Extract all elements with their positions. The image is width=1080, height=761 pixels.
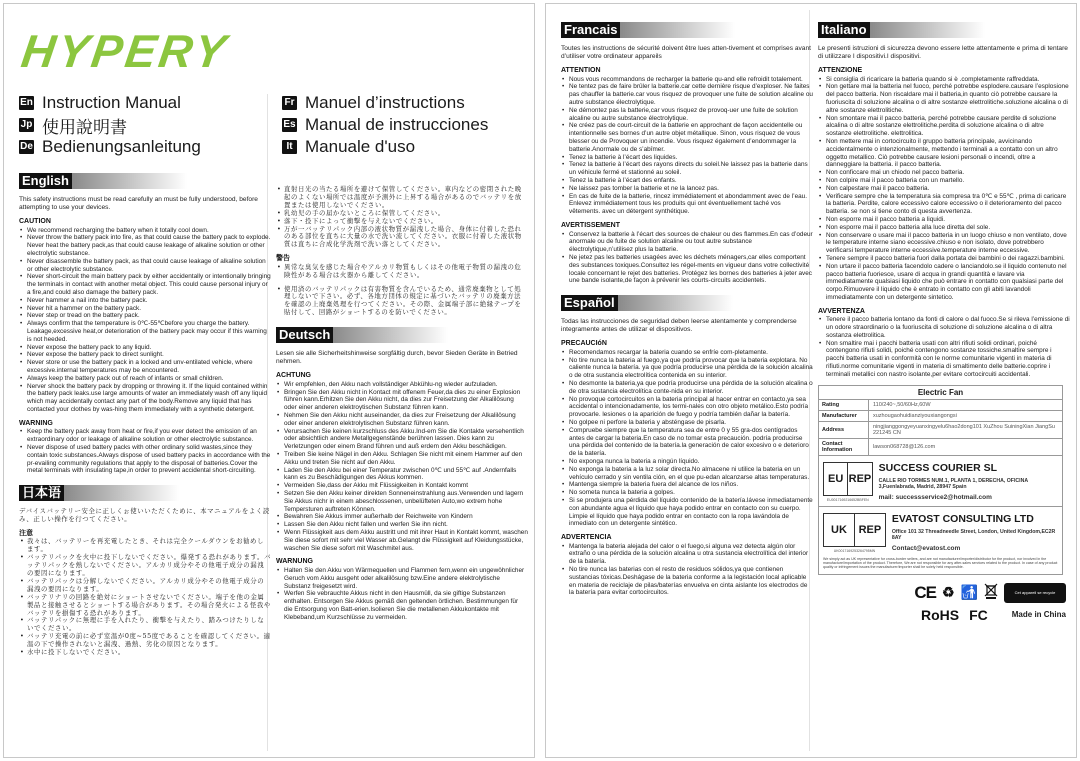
- list-item: • Treiben Sie keine Nägel in den Akku. Schlagen Sie nicht mit einem Hammer auf den Akku und treten Sie nicht auf den Akku.: [276, 451, 528, 467]
- list-item: • Si se produjera una pérdida del líquido contenido de la batería.lávese inmediatamente con abundante agua el líquido que haya podido entrar en contacto con su cuerpo. Limpie el líquido que haya podido entrar en contacto con la ropa lavándola de inmediato con un detergente sintético.: [561, 497, 813, 528]
- section-heading: 日本语: [19, 485, 271, 501]
- list-item: • Non esporre mai il pacco batteria a liquidi.: [818, 216, 1070, 224]
- product-name: Electric Fan: [819, 386, 1062, 400]
- list-item: • 落下・投下によって衝撃を与えないでください。: [276, 218, 528, 226]
- lang-badge-fr: Fr: [282, 96, 297, 110]
- warning-list: [818, 316, 1070, 378]
- list-item: • No golpee ni perfore la bateria y absténgase de pisarla.: [561, 419, 813, 427]
- list-item: • Si consiglia di ricaricare la batteria quando si è .completamente raffreddata.: [818, 76, 1070, 84]
- warning-list: [561, 231, 813, 286]
- list-item: • 直射日光の当たる場所を避けて保管してください。車内などの密閉された晩起のよくない場所では温度が予測外に上昇する場合があるのでバッテリを放置または使用しないでください。: [276, 186, 528, 210]
- list-item: • Tenere il pacco batteria lontano da fonti di calore o dal fuoco.Se si rileva l’emissione di un odore straordinario o la fuoriuscita di soluzione di soluzione alcalina o di altra sostanza elettrolitica.: [818, 316, 1070, 339]
- section-italian: [818, 22, 1070, 379]
- intro-text: Lesen sie alle Sicherheitshinweise sorgfältig durch, bevor Sieden Geräte in Betried nehmen.: [276, 350, 518, 366]
- title-it: [282, 136, 488, 158]
- uk-rep-code: UK0017169253264795MN: [833, 548, 876, 553]
- list-item: • Non mettere mai in cortocircuito il gruppo batteria principale, avvicinando accidentalmente o intenzionalmente, mettendo i terminali a a contatto con un altro oggetto metallico. Ciò potrebbe causare lesioni personali o incendi, oltre a danneggiare la batteria. il pacco batteria.: [818, 138, 1070, 169]
- title-text: Bedienungsanleitung: [42, 137, 201, 156]
- list-item: • No someta nunca la bateria a golpes.: [561, 489, 813, 497]
- list-item: • Nehmen Sie den Akku nicht auseinander, da dies zur Freisetzung der Alkalilösung oder einer anderen elektrolytischen Substanz führen kann.: [276, 412, 528, 428]
- caution-title: 注意: [19, 529, 33, 537]
- list-item: • Ne laissez pas tomber la batterie et ne la lancez pas.: [561, 185, 813, 193]
- title-list-left: [19, 92, 201, 158]
- list-item: • Halten Sie den Akku von Wärmequellen und Flammen fern,wenn ein ungewöhnlicher Geruch vom Akku ausgeht oder alkalilösung bzw.Eine andere elektrolytische Substanz freigesetzt wird.: [276, 567, 528, 590]
- list-item: • Verificare sempre che la temperatura sia compresa tra 0℃ e 55℃ , prima di caricare la batteria. Perdite, calore eccessivo calore eccessivo o il deterioramento del pacco batteria. se non si tiene conto di questa avvertenza.: [818, 193, 1070, 216]
- list-item: • バッテリパックを火中に投下しないでください。爆発する恐れがあります。バッテリパックを熱しないでください。アルカリ成分やその他電子成分の漏洩の要因になります。: [19, 554, 271, 578]
- section-french: [561, 22, 813, 285]
- caution-title: ATTENTION: [561, 67, 601, 75]
- manual-page-left: [3, 3, 535, 758]
- list-item: • Never store or use the battery pack in a locked and unv-entilated vehicle, where excessive.internal temperatures may be encountered.: [19, 359, 271, 375]
- uk-rep-disclaimer: We simply act as UK representative for cross-border sellers, and are not manufacturer/importer/distributor for the product, nor involved in the manufacture/importation of the product. Therefore, We are not responsible for any after-sales services related to the product. In case of any product quality or infringement issues the manufacturer/importer shall be solely held responsible.: [823, 556, 1058, 570]
- warning-title: 警告: [276, 255, 290, 263]
- list-item: • Non gettare mai la batteria nel fuoco, perché potrebbe esplodere.causare l’esplosione del pacco batteria. Non riscaldare mai il batteria,in quanto ciò potrebbe causare la fuoriuscita di soluzione alcalina o di altre sostanze elettrolitiche.soluzione alcalina o di altre sostanze elettrolitiche.: [818, 83, 1070, 114]
- caution-list-continued: [276, 186, 528, 249]
- certification-marks-row2: [818, 607, 1070, 623]
- section-german: [276, 327, 528, 621]
- list-item: • Nous vous recommandons de recharger la batterie qu-and elle refroidit totalement.: [561, 76, 813, 84]
- warning-title: ADVERTENCIA: [561, 534, 612, 542]
- list-item: • Setzen Sie den Akku keiner direkten Sonneneinstrahlung aus.Verwenden und lagern Sie Akkus nichr in einem abeschlossenen, unbelüfteten Auto,wo extrem hohe Tempersturen auftreten Können.: [276, 490, 528, 513]
- warning-title: AVERTISSEMENT: [561, 222, 620, 230]
- warning-list: [19, 428, 271, 475]
- manual-page-right: [545, 3, 1077, 758]
- caution-title: CAUTION: [19, 218, 51, 226]
- list-item: • No tire nunca la bateria al fuego,ya que podría provocar que la bateria explotara. No caliente nunca la batería. ya que podría producirse una pérdida de la solución alcalina o de otra sustancia electrolítica contenida en su interior.: [561, 357, 813, 380]
- eu-rep-code: EU0017169216652BBFEN: [826, 497, 869, 502]
- ce-mark-icon: CE: [914, 582, 936, 602]
- list-item: • No tire nunca las baterias con el resto de residuos sólidos,ya que contienen sustancias tóxicas.Deshágase de la bateria conforme a la legistación local aplicable en materia de reciclaje de pilas/baterías envuelva en cinta aislante los electrodos de la batería para evitar cortocircuitos.: [561, 566, 813, 597]
- warning-list: [276, 567, 528, 622]
- eu-rep-name: SUCCESS COURIER SL: [878, 461, 998, 474]
- brand-logo: HYPERY: [18, 25, 232, 77]
- list-item: • バッテリナリの回路を絶対にショートさせないでください。端子を他の金属製品と接触させるとショートする場合があります。その場合発火による怪我やバッテリを損傷する恐れがあります。: [19, 594, 271, 618]
- lang-badge-it: It: [282, 140, 297, 154]
- list-item: • En cas de fuite de la batterie, rincez immédiatement et abondamment avec de l’eau. Enlevez immédiatement tous les produits qui ont éventuellement taché vos vêtements. avec un détergent synthétique.: [561, 193, 813, 216]
- list-item: • Never expose the battery pack to direct sunlight.: [19, 351, 271, 359]
- info-row-rating: Rating 110/240~,50/60Hz,60W: [819, 400, 1062, 411]
- list-item: • Compruebe siempre que la temperatura sea de entre 0 y 55 gra-dos centígrados antes de cargar la bateria.En caso de no tomar esta precaución. podría producirse una pérdida del contenido de la batería.la generación de calor excesivo o e deterioro de la batería.: [561, 427, 813, 458]
- list-item: • Never disassemble the battery pack, as that could cause leakage of alkaline solution or other electrolytic substance.: [19, 258, 271, 274]
- lang-badge-jp: Jp: [20, 119, 33, 130]
- list-item: • Non smontare mai il pacco batteria, perché potrebbe causare perdite di soluzione alcalina o di altre sostanze elettrolitiche.perdita di soluzione alcalina o di altre sostanze elettrolitiche. elettrolitica.: [818, 115, 1070, 138]
- list-item: • 我々は、バッテリーを再充電したとき、それは完全クールダウンをお勧めします。: [19, 538, 271, 554]
- list-item: • Wir empfehlen, den Akku nach vollständiger Abkühlu-ng wieder aufzuladen.: [276, 381, 528, 389]
- list-item: • No exponga la bateria a la luz solar directa.No almacene ni utilice la bateria en un vehículo cerrado y sin ventila ción, en el que pu-edan alcanzarse altas temperaturas.: [561, 466, 813, 482]
- lang-badge-de: De: [20, 141, 33, 152]
- list-item: • Never hit a hammer on the battery pack.: [19, 305, 271, 313]
- lang-badge-es: Es: [283, 119, 296, 130]
- caution-title: ACHTUNG: [276, 372, 311, 380]
- list-item: • Nerver shock the battery pack by dropping or throwing it. If the liquid contained within the battery pack leaks.use large amounts of water an immediately wash off any liquid which may accidentally contact any part of the body.Remove any liquid that has contacted your clothes by was-hing them immediately with a synthetic detergent.: [19, 383, 271, 414]
- title-es: [282, 114, 488, 136]
- list-item: • Lassen Sie den Akku nicht fallen und werfen Sie ihn nicht.: [276, 521, 528, 529]
- info-row-contact: Contact Information lawson068728@126.com: [819, 439, 1062, 456]
- lang-badge-en: En: [20, 97, 33, 108]
- list-item: • Tenere sempre il pacco batteria fuori dalla portata dei bambini o dei ragazzi.bambini.: [818, 255, 1070, 263]
- list-item: • Always keep the battery pack out of reach of infants or small children.: [19, 375, 271, 383]
- list-item: • Mantenga la bateria alejada del calor o el fuego,si alguna vez detecta algún olor extraño o una pérdida de la solución alcalina u otra sustancia electrolítica del interior de la batería.: [561, 543, 813, 566]
- section-spanish: [561, 295, 813, 597]
- triman-recycling-label: Cet appareil se recycle: [1004, 583, 1066, 603]
- caution-list: [276, 381, 528, 553]
- section-heading: Español: [561, 295, 813, 311]
- title-en: [19, 92, 201, 114]
- list-item: • Non calpestare mai il pacco batteria.: [818, 185, 1070, 193]
- list-item: • We recommend recharging the battery when it totally cool down.: [19, 227, 271, 235]
- title-list-right: [282, 92, 488, 158]
- list-item: • Vermeiden Sie,dass der Akku mit Flüssigkeiten in Kontakt kommt: [276, 482, 528, 490]
- list-item: • Tenez la batterie à l’écart des enfants.: [561, 177, 813, 185]
- list-item: • No provoque cortocircuitos en la bateria principal al hacer entrar en contacto,ya sea accidental o intencionadamente, los termi-nales con otro objeto metálico.Esto podría provocarle. lesiones o la aparición de fuego y podría también dañar la batería.: [561, 396, 813, 419]
- info-row-address: Address ningjianggongyeyuanxingyelu6hao2dong101 XuZhou SuiningXian JiangSu 221245 CN: [819, 422, 1062, 439]
- list-item: • Conservez la batterie à l’écart des sources de chaleur ou des flammes.En cas d’odeur anormale ou de fuite de solution alcaline ou tout autre substance électrolytique,n’utilisez plus la batterie.: [561, 231, 813, 254]
- title-text: Manual de instrucciones: [305, 115, 489, 134]
- product-info-table: [818, 385, 1063, 575]
- column-4: [818, 22, 1070, 623]
- eu-rep-address: CALLE RIO TORMES NUM.1, PLANTA 1, DERECHA, OFICINA 3,Fuenlabrada, Madrid, 28947 Spain: [878, 477, 1028, 491]
- section-japanese-continued: [276, 186, 528, 317]
- list-item: • Recomendamos recargar la bateria cuando se enfríe com-pletamente.: [561, 349, 813, 357]
- warning-list: [561, 543, 813, 598]
- intro-text: デバイスバッテリー安全に正しくぉ使いいただくために、本マニュアルをよく読み、正しい操作を行つてください。: [19, 507, 270, 523]
- section-heading: Francais: [561, 22, 813, 38]
- list-item: • 万が一バッテリパック内部の液状物質が漏洩した場合、身体に付着した恐れのある部位を直ちに大量の水で洗い流してください。衣服に付着した液状物質は直ちに合成化学洗剤で洗い落としてください。: [276, 226, 528, 250]
- list-item: • Ne démontez pas la batterie,car vous risquez de provoq-uer une fuite de solution alcaline ou autre substance électrolytique.: [561, 107, 813, 123]
- caution-list: [818, 76, 1070, 302]
- uk-rep-block: [819, 507, 1062, 557]
- list-item: • バッテリパックは分解しないでください。アルカリ成分やその他電子成分の漏洩の要因になります。: [19, 578, 271, 594]
- certification-marks: [818, 583, 1070, 603]
- section-english: [19, 173, 271, 663]
- list-item: • Verursachen Sie keinen kurzschluss des Akku.Ind-em Sie die Kontakte versehentlich oder absichtlich andere Metallgegenstände berühren lassen. Dies kann zu Verletzungen oder einem Brand führen und auß erdem den Akku beschädigen.: [276, 428, 528, 451]
- uk-rep-name: EVATOST CONSULTING LTD: [891, 512, 1034, 525]
- list-item: • Ne jetez pas les batteries usagées avec les déchets ménagers,car elles comportent des substances toxiques.Consultez les régel-ments en vigueur dans votre collectivité locale concernant le rejet des batteries. Protégez les bornes des batteries à jeter avec une bande isolante,de façon à prévenir les courts-circuits accidentels.: [561, 254, 813, 285]
- list-item: • Wenn Flüssigkeit aus dem Akku austritt und mit ihrer Haut in Kontakt kommt, waschen Sie diese sofort mit sehr viel Wasser ab.Gelangt die Flüssigkeit auf Kleidungsstücke, waschen Sie diese sofort mit Waschmitel aus.: [276, 529, 528, 552]
- list-item: • No desmonte la bateria,ya que podría producirse una pérdida de la solución alcalina o de otra sustancia electrolítica conte-nida en su interior.: [561, 380, 813, 396]
- list-item: • Never hammer a nail into the battery pack.: [19, 297, 271, 305]
- list-item: • Non esporre mai il pacco batteria alla luce diretta del sole.: [818, 224, 1070, 232]
- uk-rep-badge: UK REP: [823, 513, 886, 547]
- intro-text: Toutes les instructions de sécurité doivent être lues atten-tivement et comprises avant d’utiliser votre ordinateur appareils: [561, 45, 811, 61]
- fcc-mark-icon: FC: [969, 606, 988, 623]
- list-item: • Keep the battery pack away from heat or fire,if you ever detect the emission of an extraordinary odor or leakage of alkaline solution or other electrolytic substance.: [19, 428, 271, 444]
- intro-text: This safety instructions must be read carefully an must be fully understood, before attempting to use your devices.: [19, 196, 258, 212]
- list-item: • Always confirm that the temperature is 0℃-55℃before you charge the battery. Leakage,excessive heat,or deterioration of the battery pack may occur if this warning is not heeded.: [19, 320, 271, 343]
- list-item: • Never dispose of used battery packs with other ordinary solid wastes,since they contain toxic substances.Always dispose of used battery packs in accordance with the pr-evailing community regulations that apply to the disposal of batteries.Cover the metal terminals with insulating tape,in order to prevent accidental short-circuiting.: [19, 444, 271, 475]
- list-item: • No exponga nunca la bateria a ningún líquido.: [561, 458, 813, 466]
- caution-list: [561, 349, 813, 528]
- made-in-label: Made in China: [1011, 610, 1066, 620]
- info-row-manufacturer: Manufacturer xuzhougaohuidianziyouxiangongsi: [819, 411, 1062, 422]
- title-text: Instruction Manual: [42, 93, 181, 112]
- list-item: • 異常な臭気を感じた場合やアルカリ物質もしくはその他電子物質の漏洩の危険性がある場合は火器から離してください。: [276, 264, 528, 280]
- section-heading: Deutsch: [276, 327, 528, 343]
- eu-rep-block: [819, 456, 1062, 507]
- warning-list: [276, 264, 528, 317]
- caution-title: ATTENZIONE: [818, 67, 863, 75]
- title-text: Manuale d'uso: [305, 137, 416, 156]
- list-item: • Non conservare o usare mai il pacco batteria in un luogo chiuso e non ventilato, dove le temperature interne siano eccessive.chiuso e non isolato, dove potrebbero verificarsi temperature interne eccessive.temperature interne eccessive.: [818, 232, 1070, 255]
- warning-title: WARNUNG: [276, 558, 313, 566]
- list-item: • Never step or tread on the battery pack.: [19, 312, 271, 320]
- recycle-icon: ♻: [942, 584, 955, 601]
- list-item: • Laden Sie den Akku bei einer Temperatur zwischen 0℃ und 55℃ auf .Andernfalls kann es zu Beschädigungen des Akkus kommen.: [276, 467, 528, 483]
- uk-rep-address: Office 101 32 Threadneedle Street, London, United Kingdom,EC2R 8AY: [891, 528, 1056, 542]
- title-jp: [19, 114, 201, 136]
- list-item: • Non urtare il pacco batteria facendolo cadere o lanciandolo.se il liquido contenuto nel pacco batteria fuoriesce, usare di acqua in grandi quantità e lavare via immediatamente qualsiasi liquido che può entrare in contatto con qualsiasi parte del corpo.Rimuovere il liquido che è entrato in contatto con gli abiti lavandoli immediatamente con un detergente sintetico.: [818, 263, 1070, 302]
- section-heading: English: [19, 173, 271, 189]
- list-item: • バッテリパックに無理に手を入れたり、衝撃を与えたり、踏みつけたりしないでください。: [19, 617, 271, 633]
- title-text: Manuel d’instructions: [305, 93, 465, 112]
- list-item: • 水中に投下しないでください。: [19, 649, 271, 657]
- list-item: • Never expose the battery pack to any liquid.: [19, 344, 271, 352]
- column-2: [276, 186, 528, 627]
- list-item: • Mantenga siempre la bateria fuera del alcance de los niños.: [561, 481, 813, 489]
- list-item: • Never throw the battery pack into fire, as that could cause the battery pack to explode. Never heat the battery pack,as that could cause leakage of alkaline solution or other electrolytic substance.: [19, 234, 271, 257]
- list-item: • バッテリ充電の前に必ず室温が0度~55度であることを確認してください。適温の下で操作されないと漏洩、過熱、劣化の原因となります。: [19, 633, 271, 649]
- title-fr: [282, 92, 488, 114]
- list-item: • Non smaltire mai i pacchi batteria usati con altri rifiuti solidi ordinari, poiché contengono rifiuti solidi, poiché contengono sostanze tossiche.smaltire sempre i pacchi batteria usati in conformità con le norme comunitarie vigenti in materia di rifiuti.norme comunitarie vigenti in materia di smaltimento delle batterie.coprire i terminali metallici con nastro isolante,per evitare cortocircuiti accidentali.: [818, 340, 1070, 379]
- list-item: • Non colpire mai il pacco batteria con un martello.: [818, 177, 1070, 185]
- eu-rep-badge: EU REP: [823, 462, 873, 496]
- caution-list: [561, 76, 813, 216]
- caution-title: PRECAUCIóN: [561, 340, 607, 348]
- intro-text: Todas las instrucciones de seguridad deben leerse atentamente y comprenderse integramente antes de utilizar el dispositivos.: [561, 318, 797, 334]
- caution-list: [19, 538, 271, 657]
- warning-title: AVVERTENZA: [818, 307, 865, 315]
- list-item: • 使用済のバッテリパックは有害物質を含んでいるため、通常廃棄物として処理しないで下さい。必ず、各地方団体の規定に基づいたバッテリの廃棄方法を確認の上廃棄処理を行つてください。その際、金属端子部に絶縁テープを貼付して、回路がショートするのを防いでください。: [276, 286, 528, 318]
- intro-text: Le presenti istruzioni di sicurezza devono essere lette attentamente e prima di tentare di utilizzare I dispositivi.I dispositivi.: [818, 45, 1068, 61]
- section-heading: Italiano: [818, 22, 1070, 38]
- list-item: • Ne tentez pas de faire brûler la batterie.car cette dernière risque d’exploser. Ne faites pas chauffer la batterie.car vous risquez de provoquer une fuite de solution alcaline ou autre substance électrolytique.: [561, 83, 813, 106]
- section-japanese: [19, 485, 271, 657]
- caution-list: [19, 227, 271, 414]
- weee-bin-icon: [984, 583, 998, 602]
- rohs-mark-icon: RoHS: [920, 606, 960, 623]
- eu-rep-mail: mail: successservice2@hotmail.com: [878, 494, 992, 502]
- list-item: • Werfen Sie vebrauchte Akkus nicht in den Hausmüll, da sie giftige Substanzen enthalten. Entsorgen Sie Akkus gemäß den geltenden örtlichen. Bestimmungen für die Entsorgung von Batt-erien.Isolieren Sie die metallenen Akkukontakte mit Klebeband,um Kurzschlüsse zu vermeiden.: [276, 590, 528, 621]
- title-de: [19, 136, 201, 158]
- list-item: • Bringen Sie den Akku nicht in Kontact mit offenem Feuer,da dies zu einer Explosion führen kann.Erhitzen Sie den Akku nicht, da dies zur Freisetzung der Alkalilösung oder einer anderen elektroytischen Substanz führen kann.: [276, 389, 528, 412]
- list-item: • Tenez la batterie à l’écart des rayons directs du soleil.Ne laissez pas la batterie dans un véhicule fermé et stationné au soleil.: [561, 161, 813, 177]
- list-item: • Ne créez pas de court-circuit de la batterie en approchant de façon accidentelle ou intentionnelle ses bornes d’un autre objet métallique. Sinon, vous risquez de vous blesser ou de Provoquer un incendie. Vous risquez également d’endommager la batterie.Anormale ou de s’abîmer.: [561, 122, 813, 153]
- column-3: [561, 22, 813, 603]
- list-item: • Bewahren Sie Akkus immer außerhalb der Reichweite von Kindern: [276, 513, 528, 521]
- uk-rep-mail: Contact@evatost.com: [891, 545, 961, 553]
- list-item: • Non conficcare mai un chiodo nel pacco batteria.: [818, 169, 1070, 177]
- list-item: • 乳幼児の手の届かないところに保管してください。: [276, 210, 528, 218]
- warning-title: WARNING: [19, 419, 53, 427]
- tidyman-icon: 🚮: [960, 584, 978, 601]
- list-item: • Never short-circuit the main battery pack by either accidentally or intentionally bringing the terminals in contact with another metal object. This could cause personal injury or a fire,and could also damage the battery pack.: [19, 273, 271, 296]
- title-text: 使用說明書: [42, 117, 127, 137]
- list-item: • Tenez la batterie à l’écart des liquides.: [561, 154, 813, 162]
